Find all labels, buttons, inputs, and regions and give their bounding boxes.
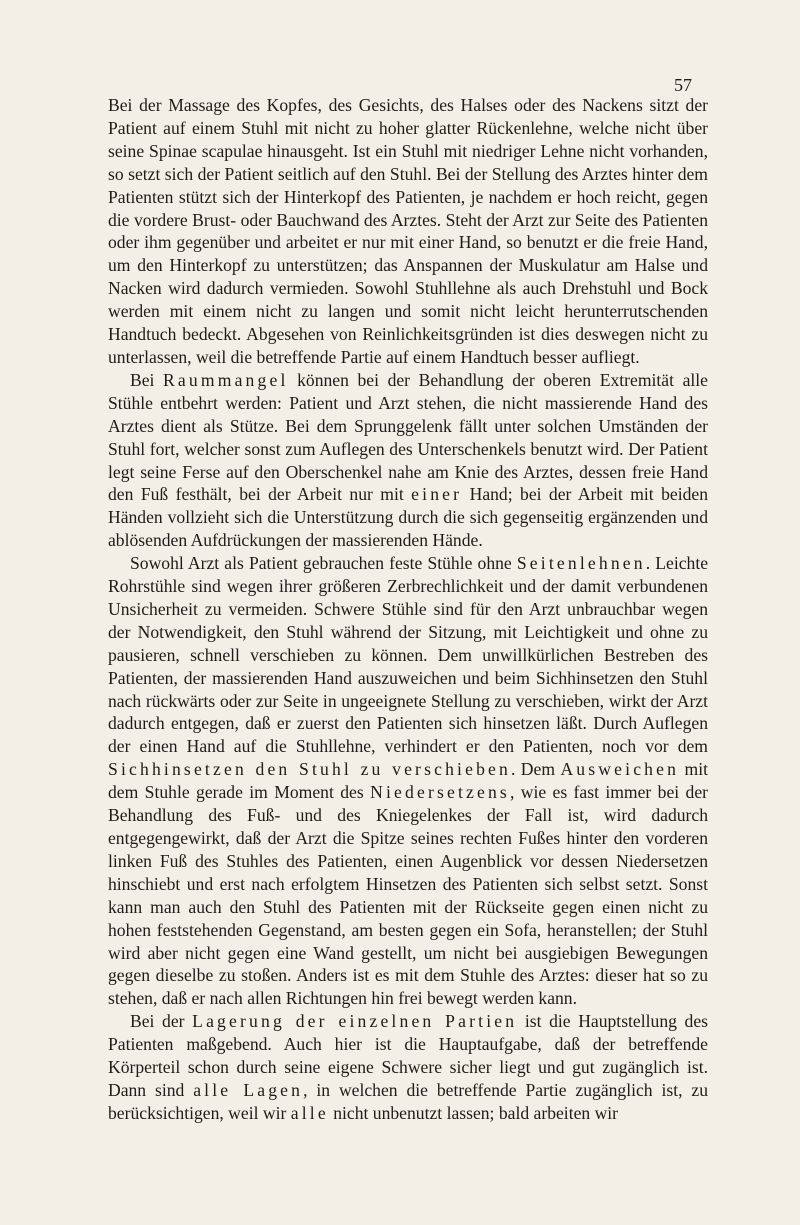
spaced-emphasis: Seitenlehnen xyxy=(516,553,646,574)
text-run: mit dem Stuhle gerade im Moment des xyxy=(108,759,708,803)
spaced-emphasis: alle xyxy=(290,1102,329,1123)
text-run: Bei xyxy=(130,369,164,390)
spaced-emphasis: Raummangel xyxy=(163,369,289,390)
text-run: nicht unbenutzt lassen; bald arbeiten wir xyxy=(328,1102,619,1123)
paragraph xyxy=(108,369,708,552)
text-run: können bei der Behandlung der oberen Extremität alle Stühle entbehrt werden: Patient und Arzt stehen, die nicht massierende Hand des Arztes dient als Stütze. Bei dem Sprunggelenk fällt unter solchen Umständen der Stuhl fort, welcher sonst zum Auflegen des Unterschenkels benutzt wird. Der Patient legt seine Ferse auf den Oberschenkel nahe am Knie des Arztes, dessen freie Hand den Fuß festhält, bei der Arbeit nur mit xyxy=(108,369,708,505)
paragraph xyxy=(108,1010,708,1125)
paragraph xyxy=(108,94,708,369)
text-run: Sowohl Arzt als Patient gebrauchen feste Stühle ohne xyxy=(130,553,517,574)
text-run: Bei der xyxy=(130,1011,193,1032)
spaced-emphasis: Lagerung der einzelnen Partien xyxy=(192,1011,518,1032)
page-number: 57 xyxy=(674,75,692,95)
text-run: , in welchen die betreffende Partie zugänglich ist, zu berücksichtigen, weil wir xyxy=(108,1079,708,1123)
text-run: Bei der Massage des Kopfes, des Gesichts, des Halses oder des Nackens sitzt der Patient auf einem Stuhl mit nicht zu hoher glatter Rückenlehne, welche nicht über seine Spinae scapulae hinausgeht. Ist ein Stuhl mit niedriger Lehne nicht vorhanden, so setzt sich der Patient seitlich auf den Stuhl. Bei der Stellung des Arztes hinter dem Patienten stützt sich der Hinterkopf des Patienten, je nachdem er hoch reicht, gegen die vordere Brust- oder Bauchwand des Arztes. Steht der Arzt zur Seite des Patienten oder ihm gegenüber und arbeitet er nur mit einer Hand, so benutzt er die freie Hand, um den Hinterkopf zu unterstützen; das Anspannen der Muskulatur am Halse und Nacken wird dadurch vermieden. Sowohl Stuhllehne als auch Drehstuhl und Bock werden mit einem nicht zu langen und somit nicht leicht herunterrutschenden Handtuch bedeckt. Abgesehen von Reinlichkeitsgründen ist dies deswegen nicht zu unterlassen, weil die betreffende Partie auf einem Handtuch besser aufliegt. xyxy=(108,95,708,367)
body-text xyxy=(108,94,708,1125)
text-run: . Dem xyxy=(510,759,561,780)
text-run: . Leichte Rohrstühle sind wegen ihrer größeren Zerbrechlichkeit und der damit verbundenen Unsicherheit zu vermeiden. Schwere Stühle sind für den Arzt unbrauchbar wegen der Notwendigkeit, den Stuhl während der Sitzung, mit Leichtigkeit und ohne zu pausieren, schnell verschieben zu können. Dem unwillkürlichen Bestreben des Patienten, der massierenden Hand auszuweichen und beim Sichhinsetzen den Stuhl nach rückwärts oder zur Seite in ungeeignete Stellung zu verschieben, wirkt der Arzt dadurch entgegen, daß er zuerst den Patienten sich hinsetzen läßt. Durch Auflegen der einen Hand auf die Stuhllehne, verhindert er den Patienten, noch vor dem xyxy=(108,553,709,757)
spaced-emphasis: Sichhinsetzen den Stuhl zu verschieben xyxy=(108,759,511,780)
text-run: Hand; bei der Arbeit mit beiden Händen vollzieht sich die Unterstützung durch die sich gegenseitig ergänzenden und ablösenden Aufdrückungen der massierenden Hände. xyxy=(108,484,708,551)
spaced-emphasis: Niedersetzens xyxy=(370,782,510,803)
paragraph xyxy=(108,552,708,1010)
text-run: , wie es fast immer bei der Behandlung des Fuß- und des Kniegelenkes der Fall ist, wird dadurch entgegengewirkt, daß der Arzt die Spitze seines rechten Fußes hinter den vorderen linken Fuß des Stuhles des Patienten, einen Augenblick vor dessen Niedersetzen hinschiebt und erst nach erfolgtem Hinsetzen des Patienten sich selbst setzt. Sonst kann man auch den Stuhl des Patienten mit der Rückseite gegen einen nicht zu hohen feststehenden Gegenstand, am besten gegen ein Sofa, heranstellen; der Stuhl wird aber nicht gegen eine Wand gestellt, um nicht bei ausgiebigen Bewegungen gegen dieselbe zu stoßen. Anders ist es mit dem Stuhle des Arztes: dieser hat so zu stehen, daß er nach allen Richtungen hin frei bewegt werden kann. xyxy=(108,782,709,1009)
spaced-emphasis: Ausweichen xyxy=(560,759,680,780)
spaced-emphasis: einer xyxy=(411,484,463,505)
text-run: ist die Hauptstellung des Patienten maßgebend. Auch hier ist die Hauptaufgabe, daß der betreffende Körperteil schon durch seine eigene Schwere sicher liegt und gut zugänglich ist. Dann sind xyxy=(108,1011,708,1100)
spaced-emphasis: alle Lagen xyxy=(193,1079,304,1100)
